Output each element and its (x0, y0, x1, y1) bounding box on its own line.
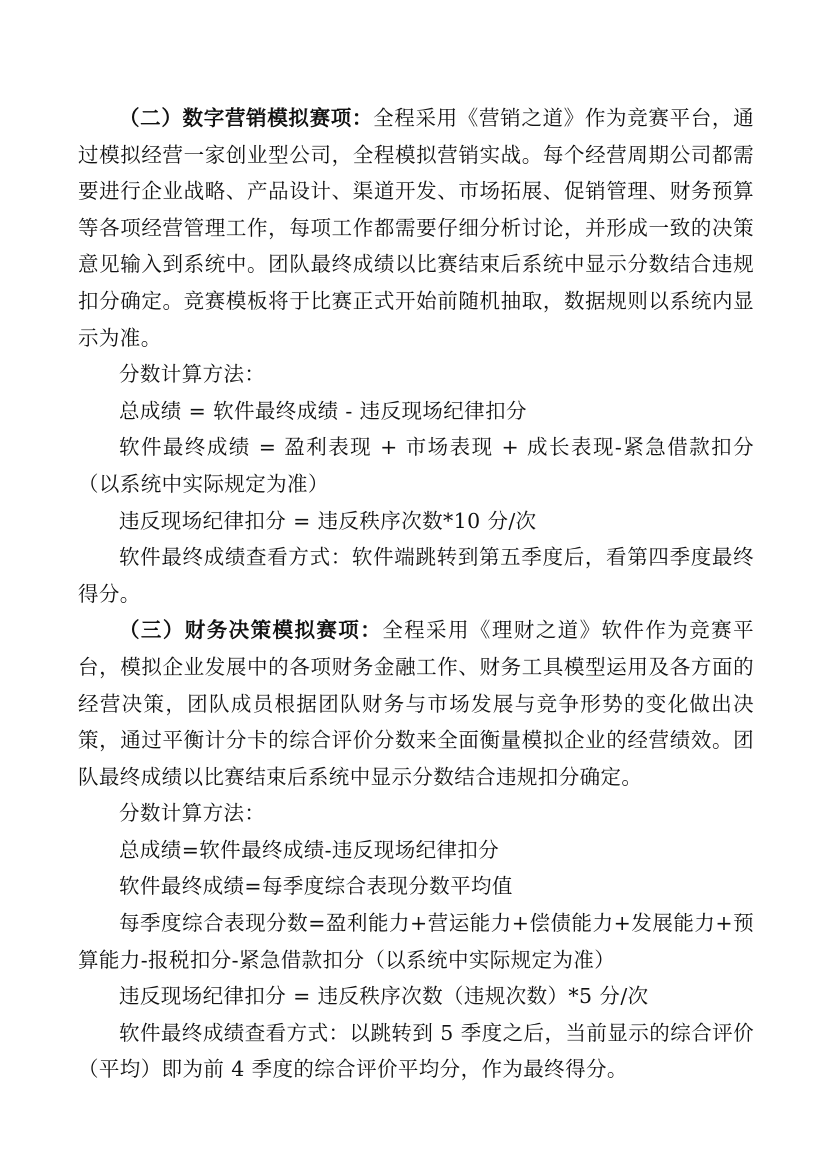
section2-software-formula: 软件最终成绩 = 盈利表现 + 市场表现 + 成长表现-紧急借款扣分（以系统中实际规定为准） (78, 435, 754, 496)
section3-heading: （三）财务决策模拟赛项： (119, 618, 383, 643)
section2-heading: （二）数字营销模拟赛项： (119, 106, 374, 130)
section3-software-formula: 软件最终成绩=每季度综合表现分数平均值 (119, 874, 513, 899)
section2-body: 全程采用《营销之道》作为竞赛平台，通过模拟经营一家创业型公司，全程模拟营销实战。每个经营周期公司都需要进行企业战略、产品设计、渠道开发、市场拓展、促销管理、财务预算等各项经营管理工作，每项工作都需要仔细分析讨论，并形成一致的决策意见输入到系统中。团队最终成绩以比赛结束后系统中显示分数结合违规扣分确定。竞赛模板将于比赛正式开始前随机抽取，数据规则以系统内显示为准。 (78, 106, 754, 350)
section2-penalty-formula: 违反现场纪律扣分 = 违反秩序次数*10 分/次 (119, 508, 537, 533)
section3-penalty-formula: 违反现场纪律扣分 = 违反秩序次数（违规次数）*5 分/次 (119, 984, 649, 1009)
section2-method-title: 分数计算方法： (119, 362, 266, 387)
section3-quarter-formula: 每季度综合表现分数=盈利能力+营运能力+偿债能力+发展能力+预算能力-报税扣分-紧急借款扣分（以系统中实际规定为准） (78, 911, 754, 972)
document-content (78, 100, 754, 1088)
section3-paragraph (78, 612, 754, 795)
section3-body: 全程采用《理财之道》软件作为竞赛平台，模拟企业发展中的各项财务金融工作、财务工具模型运用及各方面的经营决策，团队成员根据团队财务与市场发展与竞争形势的变化做出决策，通过平衡计分卡的综合评价分数来全面衡量模拟企业的经营绩效。团队最终成绩以比赛结束后系统中显示分数结合违规扣分确定。 (78, 618, 754, 789)
section2-total-formula: 总成绩 = 软件最终成绩 - 违反现场纪律扣分 (119, 398, 527, 423)
section2-check-method: 软件最终成绩查看方式：软件端跳转到第五季度后，看第四季度最终得分。 (78, 545, 754, 606)
section3-total-formula: 总成绩=软件最终成绩-违反现场纪律扣分 (119, 837, 500, 862)
section3-check-method: 软件最终成绩查看方式：以跳转到 5 季度之后，当前显示的综合评价（平均）即为前 4 季度的综合评价平均分，作为最终得分。 (78, 1020, 754, 1082)
section3-method-title: 分数计算方法： (119, 801, 266, 826)
section2-paragraph (78, 100, 754, 356)
